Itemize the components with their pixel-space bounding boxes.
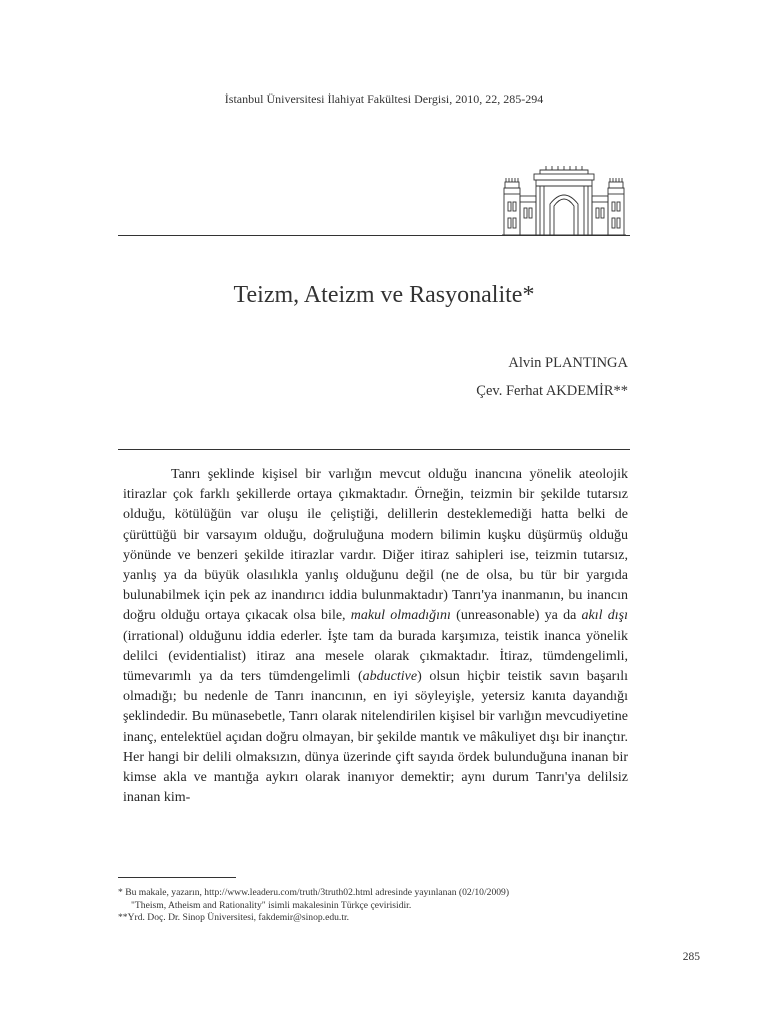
body-italic-term: abductive [362,669,418,685]
translator-name: Çev. Ferhat AKDEMİR** [476,383,628,399]
footnote-2: **Yrd. Doç. Dr. Sinop Üniversitesi, fakdemir@sinop.edu.tr. [118,912,350,923]
body-text-segment: Tanrı şeklinde kişisel bir varlığın mevcut olduğu inancına yönelik ateolojik itirazlar çok farklı şekillerde ortaya çıkmaktadır. Örneğin, teizmin bir şekilde tutarsız olduğu, kötülüğün var oluşu ile çeliştiği, delillerin desteklemediği hatta belki de çürüttüğü bir varsayım olduğu, doğruluğuna modern bilimin kuşku düşürmüş olduğu yönünde ve benzeri şekilde itirazlar vardır. Diğer itiraz sahipleri ise, teizmin tutarsız, yanlış ya da büyük olasılıkla yanlış olduğunu değil (ne de olsa, bu tür bir yargıda bulunabilmek için pek az inandırıcı iddia bulunmaktadır) Tanrı'ya inanmanın, bu inancın doğru olduğu ortaya çıkacak olsa bile, [123,467,628,624]
article-body [123,465,628,808]
university-gate-icon [500,158,628,238]
footnote-divider [118,877,236,878]
body-italic-term: makul olmadığını [350,608,451,624]
title-divider [118,449,630,450]
footnote-1-continued: "Theism, Atheism and Rationality" isimli makalesinin Türkçe çevirisidir. [131,899,412,911]
header-divider [118,235,630,236]
body-paragraph [123,465,628,808]
body-text-segment: ) olsun hiçbir teistik savın başarılı olmadığı; bu nedenle de Tanrı inancının, en iyi söyleyişle, yetersiz kanıta dayandığı şeklindedir. Bu münasebetle, Tanrı olarak nitelendirilen kişisel bir varlığın mevcudiyetine inanç, entelektüel açıdan doğru olmayan, bir şekilde mantık ve mâkuliyet dışı bir inançtır. Her hangi bir delili olmaksızın, dünya üzerinde çift sayıda ördek bulunduğuna inanan bir kimse akla ve mantığa aykırı olarak inanıyor demektir; aynı durum Tanrı'ya delilsiz inanan kim- [123,669,629,806]
footnote-1: * Bu makale, yazarın, http://www.leaderu.com/truth/3truth02.html adresinde yayınlanan (02/10/2009) [118,887,510,898]
author-name: Alvin PLANTINGA [508,355,628,371]
journal-header: İstanbul Üniversitesi İlahiyat Fakültesi Dergisi, 2010, 22, 285-294 [224,92,544,106]
page-number: 285 [682,951,700,963]
body-text-segment: (irrational) olduğunu iddia ederler. İşte tam da burada karşımıza, teistik inanca yönelik delilci (evidentialist) itiraz ana mesele olarak çıkmaktadır. İtiraz, tümdengelimli, tümevarımlı ya da ters tümdengelimli ( [123,628,628,685]
body-italic-term: akıl dışı [581,608,628,624]
footnotes [118,887,633,925]
body-text-segment: (unreasonable) ya da [450,608,582,624]
article-title: Teizm, Ateizm ve Rasyonalite* [233,282,535,308]
